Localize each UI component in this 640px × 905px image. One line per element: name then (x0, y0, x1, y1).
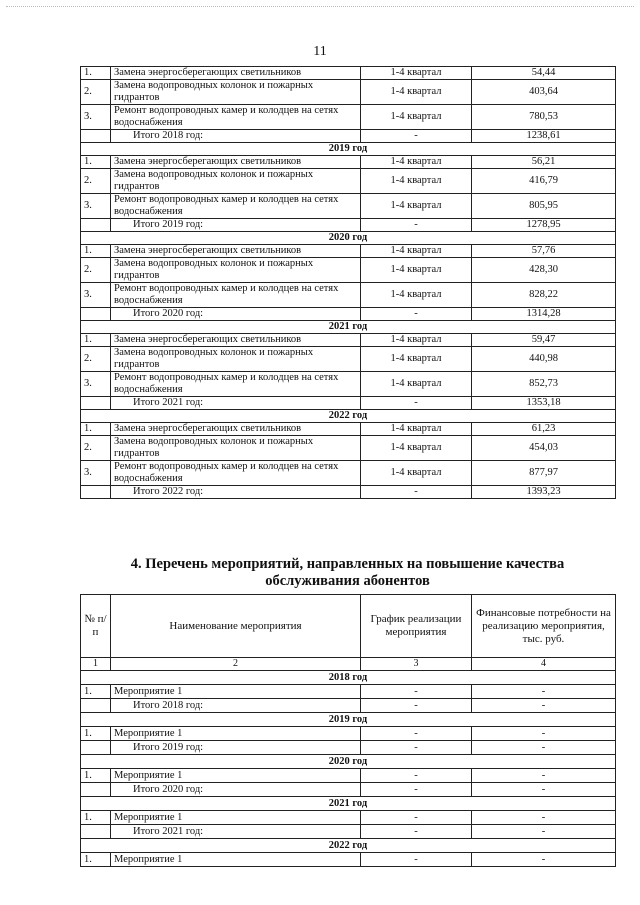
header-finance: Финансовые потребности на реализацию мероприятия, тыс. руб. (472, 595, 616, 658)
row-number (81, 783, 111, 797)
table-row (81, 80, 616, 105)
row-number: 2. (81, 347, 111, 372)
table-row (81, 258, 616, 283)
row-schedule: 1-4 квартал (361, 423, 472, 436)
year-label: 2021 год (81, 321, 616, 334)
row-number: 3. (81, 372, 111, 397)
row-schedule: - (361, 699, 472, 713)
row-number (81, 486, 111, 499)
row-number: 1. (81, 67, 111, 80)
row-activity-name: Итого 2020 год: (111, 308, 361, 321)
row-value: 877,97 (472, 461, 616, 486)
row-value: 61,23 (472, 423, 616, 436)
row-schedule: 1-4 квартал (361, 283, 472, 308)
row-activity-name: Ремонт водопроводных камер и колодцев на сетях водоснабжения (111, 461, 361, 486)
table-row (81, 105, 616, 130)
row-number: 1. (81, 334, 111, 347)
row-activity-name: Ремонт водопроводных камер и колодцев на сетях водоснабжения (111, 283, 361, 308)
row-value: - (472, 811, 616, 825)
row-number: 1. (81, 853, 111, 867)
year-header-row (81, 143, 616, 156)
row-value: 1238,61 (472, 130, 616, 143)
row-number: 2. (81, 80, 111, 105)
total-row (81, 825, 616, 839)
row-value: 416,79 (472, 169, 616, 194)
row-schedule: 1-4 квартал (361, 67, 472, 80)
total-row (81, 397, 616, 410)
table-row (81, 156, 616, 169)
table-row (81, 372, 616, 397)
row-value: 403,64 (472, 80, 616, 105)
row-schedule: 1-4 квартал (361, 245, 472, 258)
row-activity-name: Итого 2021 год: (111, 397, 361, 410)
row-schedule: 1-4 квартал (361, 156, 472, 169)
header-schedule: График реализации мероприятия (361, 595, 472, 658)
row-value: 1393,23 (472, 486, 616, 499)
total-row (81, 783, 616, 797)
year-header-row (81, 232, 616, 245)
row-schedule: - (361, 219, 472, 232)
service-quality-table (80, 594, 616, 867)
row-activity-name: Итого 2019 год: (111, 219, 361, 232)
header-num: № п/п (81, 595, 111, 658)
row-activity-name: Замена энергосберегающих светильников (111, 245, 361, 258)
row-number: 1. (81, 769, 111, 783)
year-label: 2020 год (81, 232, 616, 245)
table-row (81, 283, 616, 308)
row-number: 1. (81, 811, 111, 825)
row-schedule: 1-4 квартал (361, 334, 472, 347)
row-schedule: - (361, 130, 472, 143)
row-schedule: 1-4 квартал (361, 169, 472, 194)
table-row (81, 194, 616, 219)
column-number: 4 (472, 658, 616, 671)
row-number: 3. (81, 283, 111, 308)
row-value: 805,95 (472, 194, 616, 219)
row-schedule: 1-4 квартал (361, 372, 472, 397)
row-value: - (472, 699, 616, 713)
row-number: 3. (81, 105, 111, 130)
row-activity-name: Замена энергосберегающих светильников (111, 423, 361, 436)
row-number: 3. (81, 461, 111, 486)
row-activity-name: Ремонт водопроводных камер и колодцев на сетях водоснабжения (111, 372, 361, 397)
row-schedule: - (361, 308, 472, 321)
row-value: - (472, 783, 616, 797)
row-value: 59,47 (472, 334, 616, 347)
row-schedule: - (361, 783, 472, 797)
table-row (81, 423, 616, 436)
row-schedule: - (361, 397, 472, 410)
column-number: 3 (361, 658, 472, 671)
row-number: 2. (81, 436, 111, 461)
activities-table-continued (80, 66, 616, 499)
row-number (81, 699, 111, 713)
column-number: 2 (111, 658, 361, 671)
row-number (81, 219, 111, 232)
row-activity-name: Итого 2020 год: (111, 783, 361, 797)
row-value: 54,44 (472, 67, 616, 80)
table-row (81, 245, 616, 258)
table-row (81, 67, 616, 80)
table-row (81, 727, 616, 741)
year-label: 2022 год (81, 410, 616, 423)
row-number: 2. (81, 258, 111, 283)
table-row (81, 811, 616, 825)
column-number-row (81, 658, 616, 671)
page-number: 11 (313, 44, 327, 59)
row-schedule: 1-4 квартал (361, 436, 472, 461)
row-value: 780,53 (472, 105, 616, 130)
table-row (81, 853, 616, 867)
year-label: 2021 год (81, 797, 616, 811)
row-value: 454,03 (472, 436, 616, 461)
row-number: 1. (81, 245, 111, 258)
row-activity-name: Итого 2022 год: (111, 486, 361, 499)
row-value: 852,73 (472, 372, 616, 397)
total-row (81, 741, 616, 755)
row-activity-name: Замена водопроводных колонок и пожарных гидрантов (111, 169, 361, 194)
row-value: 56,21 (472, 156, 616, 169)
row-value: 57,76 (472, 245, 616, 258)
row-number: 3. (81, 194, 111, 219)
row-value: 440,98 (472, 347, 616, 372)
row-activity-name: Замена водопроводных колонок и пожарных гидрантов (111, 258, 361, 283)
row-number (81, 308, 111, 321)
year-header-row (81, 839, 616, 853)
year-header-row (81, 713, 616, 727)
row-schedule: - (361, 825, 472, 839)
row-value: 1314,28 (472, 308, 616, 321)
row-activity-name: Итого 2021 год: (111, 825, 361, 839)
row-schedule: 1-4 квартал (361, 461, 472, 486)
row-activity-name: Замена энергосберегающих светильников (111, 334, 361, 347)
row-activity-name: Итого 2019 год: (111, 741, 361, 755)
row-activity-name: Замена водопроводных колонок и пожарных гидрантов (111, 80, 361, 105)
row-schedule: - (361, 741, 472, 755)
row-activity-name: Ремонт водопроводных камер и колодцев на сетях водоснабжения (111, 194, 361, 219)
table-row (81, 769, 616, 783)
year-label: 2019 год (81, 143, 616, 156)
row-activity-name: Мероприятие 1 (111, 811, 361, 825)
year-label: 2020 год (81, 755, 616, 769)
row-number: 2. (81, 169, 111, 194)
row-activity-name: Мероприятие 1 (111, 769, 361, 783)
row-schedule: 1-4 квартал (361, 194, 472, 219)
row-number (81, 825, 111, 839)
row-number: 1. (81, 685, 111, 699)
row-activity-name: Замена водопроводных колонок и пожарных гидрантов (111, 347, 361, 372)
row-activity-name: Замена водопроводных колонок и пожарных гидрантов (111, 436, 361, 461)
row-activity-name: Итого 2018 год: (111, 699, 361, 713)
row-schedule: - (361, 811, 472, 825)
total-row (81, 699, 616, 713)
row-number: 1. (81, 156, 111, 169)
table-row (81, 169, 616, 194)
total-row (81, 219, 616, 232)
section-4-title-line1: 4. Перечень мероприятий, направленных на повышение качества (130, 556, 565, 572)
service-quality-table-body (81, 595, 616, 867)
row-schedule: - (361, 769, 472, 783)
table-row (81, 436, 616, 461)
total-row (81, 486, 616, 499)
row-number (81, 397, 111, 410)
activities-table-body (81, 67, 616, 499)
table-row (81, 347, 616, 372)
row-schedule: - (361, 853, 472, 867)
year-header-row (81, 755, 616, 769)
year-header-row (81, 671, 616, 685)
row-activity-name: Мероприятие 1 (111, 853, 361, 867)
row-value: - (472, 727, 616, 741)
total-row (81, 130, 616, 143)
table-header-row (81, 595, 616, 658)
year-header-row (81, 321, 616, 334)
row-number (81, 130, 111, 143)
table-row (81, 334, 616, 347)
year-label: 2019 год (81, 713, 616, 727)
section-4-title (80, 556, 615, 590)
year-header-row (81, 410, 616, 423)
row-schedule: - (361, 486, 472, 499)
row-value: 428,30 (472, 258, 616, 283)
row-schedule: - (361, 685, 472, 699)
row-activity-name: Итого 2018 год: (111, 130, 361, 143)
table-row (81, 461, 616, 486)
row-activity-name: Замена энергосберегающих светильников (111, 67, 361, 80)
scan-edge (6, 6, 634, 8)
row-number: 1. (81, 423, 111, 436)
row-activity-name: Замена энергосберегающих светильников (111, 156, 361, 169)
section-4-title-line2: обслуживания абонентов (265, 573, 430, 589)
row-number: 1. (81, 727, 111, 741)
row-schedule: 1-4 квартал (361, 258, 472, 283)
table-row (81, 685, 616, 699)
header-name: Наименование мероприятия (111, 595, 361, 658)
row-value: - (472, 853, 616, 867)
column-number: 1 (81, 658, 111, 671)
row-activity-name: Мероприятие 1 (111, 727, 361, 741)
row-schedule: 1-4 квартал (361, 80, 472, 105)
row-value: - (472, 769, 616, 783)
year-header-row (81, 797, 616, 811)
row-value: 1353,18 (472, 397, 616, 410)
total-row (81, 308, 616, 321)
row-activity-name: Ремонт водопроводных камер и колодцев на сетях водоснабжения (111, 105, 361, 130)
row-schedule: 1-4 квартал (361, 347, 472, 372)
row-value: 1278,95 (472, 219, 616, 232)
row-value: - (472, 825, 616, 839)
row-schedule: - (361, 727, 472, 741)
row-value: - (472, 741, 616, 755)
row-schedule: 1-4 квартал (361, 105, 472, 130)
year-label: 2022 год (81, 839, 616, 853)
row-number (81, 741, 111, 755)
row-value: - (472, 685, 616, 699)
row-activity-name: Мероприятие 1 (111, 685, 361, 699)
year-label: 2018 год (81, 671, 616, 685)
row-value: 828,22 (472, 283, 616, 308)
